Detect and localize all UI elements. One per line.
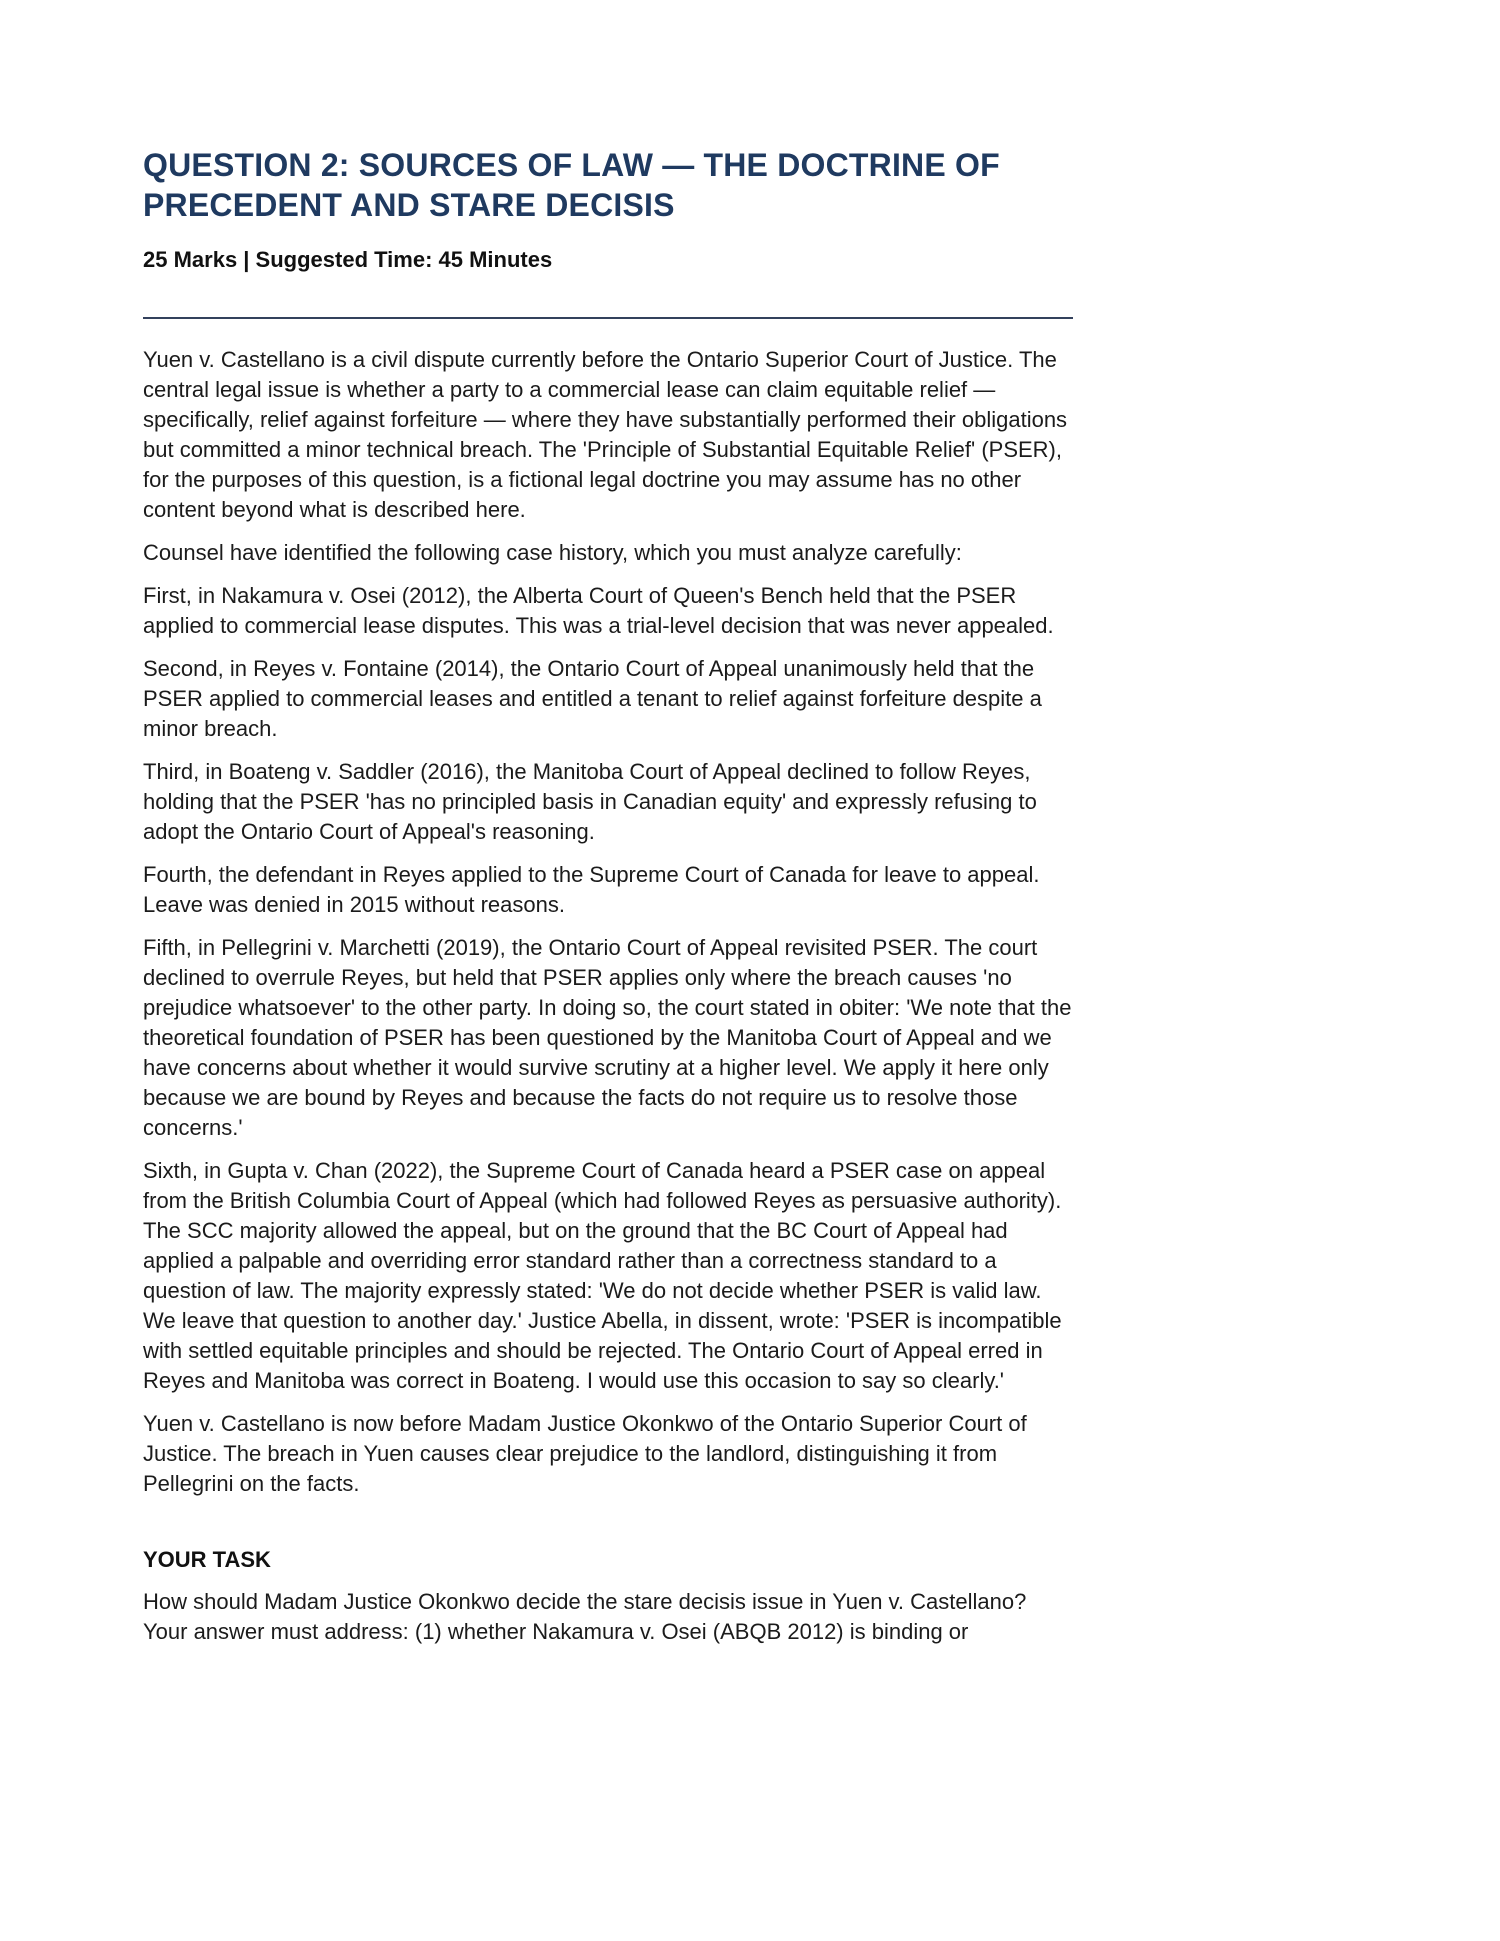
task-paragraph: How should Madam Justice Okonkwo decide the stare decisis issue in Yuen v. Castellano? Your answer must address: (1) whether Nakamura v. Osei (ABQB 2012) is binding or bbox=[143, 1589, 1027, 1644]
body-paragraph: Sixth, in Gupta v. Chan (2022), the Supreme Court of Canada heard a PSER case on appeal from the British Columbia Court of Appeal (which had followed Reyes as persuasive authority). The SCC majority allowed the appeal, but on the ground that the BC Court of Appeal had applied a palpable and overriding error standard rather than a correctness standard to a question of law. The majority expressly stated: 'We do not decide whether PSER is valid law. We leave that question to another day.' Justice Abella, in dissent, wrote: 'PSER is incompatible with settled equitable principles and should be rejected. The Ontario Court of Appeal erred in Reyes and Manitoba was correct in Boateng. I would use this occasion to say so clearly.' bbox=[143, 1158, 1062, 1393]
body-paragraph: First, in Nakamura v. Osei (2012), the Alberta Court of Queen's Bench held that the PSER applied to commercial lease disputes. This was a trial-level decision that was never appealed. bbox=[143, 583, 1054, 638]
body-paragraph: Third, in Boateng v. Saddler (2016), the Manitoba Court of Appeal declined to follow Reyes, holding that the PSER 'has no principled basis in Canadian equity' and expressly refusing to adopt the Ontario Court of Appeal's reasoning. bbox=[143, 759, 1037, 844]
body-paragraph: Fifth, in Pellegrini v. Marchetti (2019), the Ontario Court of Appeal revisited PSER. The court declined to overrule Reyes, but held that PSER applies only where the breach causes 'no prejudice whatsoever' to the other party. In doing so, the court stated in obiter: 'We note that the theoretical foundation of PSER has been questioned by the Manitoba Court of Appeal and we have concerns about whether it would survive scrutiny at a higher level. We apply it here only because we are bound by Reyes and because the facts do not require us to resolve those concerns.' bbox=[143, 935, 1072, 1140]
body-paragraph: Yuen v. Castellano is a civil dispute currently before the Ontario Superior Court of Justice. The central legal issue is whether a party to a commercial lease can claim equitable relief — specifically, relief against forfeiture — where they have substantially performed their obligations but committed a minor technical breach. The 'Principle of Substantial Equitable Relief' (PSER), for the purposes of this question, is a fictional legal doctrine you may assume has no other content beyond what is described here. bbox=[143, 347, 1068, 522]
body-paragraph: Yuen v. Castellano is now before Madam Justice Okonkwo of the Ontario Superior Court of Justice. The breach in Yuen causes clear prejudice to the landlord, distinguishing it from Pellegrini on the facts. bbox=[143, 1411, 1027, 1496]
body-paragraph: Second, in Reyes v. Fontaine (2014), the Ontario Court of Appeal unanimously held that the PSER applied to commercial leases and entitled a tenant to relief against forfeiture despite a minor breach. bbox=[143, 656, 1042, 741]
question-title: QUESTION 2: SOURCES OF LAW — THE DOCTRINE OF PRECEDENT AND STARE DECISIS bbox=[143, 147, 1000, 223]
body-paragraph: Counsel have identified the following case history, which you must analyze carefully: bbox=[143, 540, 962, 565]
marks-and-time: 25 Marks | Suggested Time: 45 Minutes bbox=[143, 247, 553, 272]
your-task-heading: YOUR TASK bbox=[143, 1547, 271, 1572]
section-divider bbox=[143, 317, 1073, 319]
body-paragraph: Fourth, the defendant in Reyes applied to the Supreme Court of Canada for leave to appeal. Leave was denied in 2015 without reasons. bbox=[143, 862, 1040, 917]
